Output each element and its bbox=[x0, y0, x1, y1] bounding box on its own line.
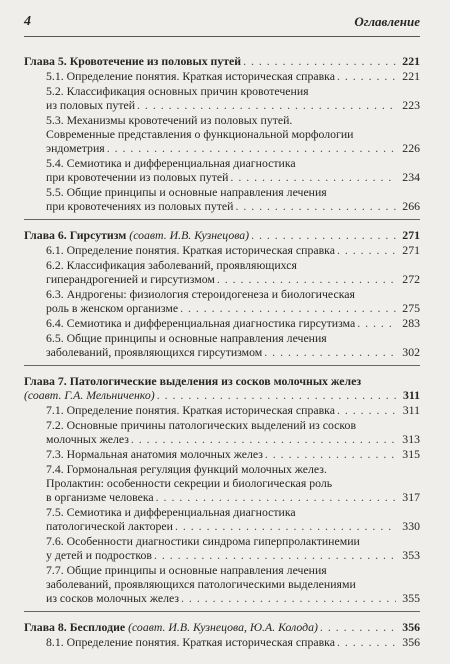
toc-entry[interactable]: 8.1. Определение понятия. Краткая историческая справка . . . 356 bbox=[24, 635, 420, 649]
toc-entry[interactable]: 7.2. Основные причины патологических выделений из сосков молочных желез . . . 313 bbox=[24, 418, 420, 446]
toc-entry[interactable]: 7.1. Определение понятия. Краткая историческая справка . . . 311 bbox=[24, 403, 420, 417]
chapter-title[interactable]: Глава 7. Патологические выделения из сосков молочных желез (соавт. Г.А. Мельниченко) . . . 311 bbox=[24, 374, 420, 402]
coauthor: (соавт. И.В. Кузнецова, Ю.А. Колода) bbox=[128, 620, 318, 634]
toc-entry[interactable]: 6.3. Андрогены: физиология стероидогенеза и биологическая роль в женском организме . . . 275 bbox=[24, 287, 420, 315]
toc-entry[interactable]: 7.5. Семиотика и дифференциальная диагностика патологической лактореи . . . 330 bbox=[24, 505, 420, 533]
chapter-5 bbox=[24, 54, 420, 220]
chapter-7 bbox=[24, 374, 420, 612]
chapter-8 bbox=[24, 620, 420, 655]
toc-entry[interactable]: 6.1. Определение понятия. Краткая историческая справка . . . 271 bbox=[24, 243, 420, 257]
table-of-contents bbox=[24, 54, 420, 663]
chapter-6 bbox=[24, 228, 420, 366]
toc-entry[interactable]: 5.5. Общие принципы и основные направления лечения при кровотечениях из половых путей . . . 266 bbox=[24, 185, 420, 213]
page-number: 4 bbox=[24, 14, 31, 29]
running-title: Оглавление bbox=[354, 14, 420, 29]
toc-entry[interactable]: 7.6. Особенности диагностики синдрома гиперпролактинемии у детей и подростков . . . 353 bbox=[24, 534, 420, 562]
toc-entry[interactable]: 6.2. Классификация заболеваний, проявляющихся гиперандрогенией и гирсутизмом . . . 272 bbox=[24, 258, 420, 286]
toc-entry[interactable]: 7.7. Общие принципы и основные направления лечения заболеваний, проявляющихся патологическими выделениями из сосков молочных желез . . . 355 bbox=[24, 563, 420, 605]
chapter-title[interactable]: Глава 5. Кровотечение из половых путей . . . 221 bbox=[24, 54, 420, 68]
chapter-title[interactable]: Глава 6. Гирсутизм (соавт. И.В. Кузнецова) . . . 271 bbox=[24, 228, 420, 242]
toc-entry[interactable]: 7.3. Нормальная анатомия молочных желез . . . 315 bbox=[24, 447, 420, 461]
toc-entry[interactable]: 5.4. Семиотика и дифференциальная диагностика при кровотечении из половых путей . . . 234 bbox=[24, 156, 420, 184]
chapter-title[interactable]: Глава 8. Бесплодие (соавт. И.В. Кузнецова, Ю.А. Колода) . . . 356 bbox=[24, 620, 420, 634]
toc-entry[interactable]: 5.1. Определение понятия. Краткая историческая справка . . . 221 bbox=[24, 69, 420, 83]
toc-entry[interactable]: 5.2. Классификация основных причин кровотечения из половых путей . . . 223 bbox=[24, 84, 420, 112]
coauthor: (соавт. Г.А. Мельниченко) bbox=[24, 388, 155, 402]
toc-entry[interactable]: 6.5. Общие принципы и основные направления лечения заболеваний, проявляющихся гирсутизмом . . . 302 bbox=[24, 331, 420, 359]
coauthor: (соавт. И.В. Кузнецова) bbox=[129, 228, 250, 242]
page-header bbox=[24, 14, 420, 37]
toc-entry[interactable]: 5.3. Механизмы кровотечений из половых путей. Современные представления о функциональной морфологии эндометрия . . . 226 bbox=[24, 113, 420, 155]
toc-entry[interactable]: 6.4. Семиотика и дифференциальная диагностика гирсутизма . . . 283 bbox=[24, 316, 420, 330]
toc-entry[interactable]: 7.4. Гормональная регуляция функций молочных желез. Пролактин: особенности секреции и биологическая роль в организме человека . . . 317 bbox=[24, 462, 420, 504]
